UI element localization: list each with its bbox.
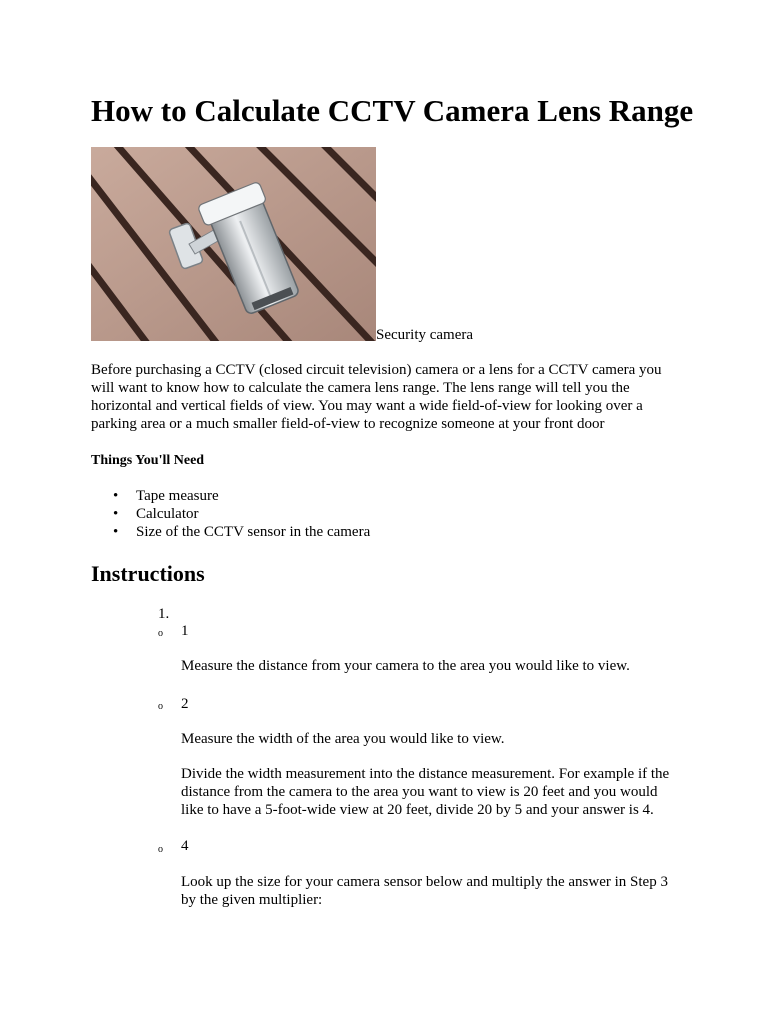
sub-list-marker: o bbox=[158, 844, 163, 855]
list-item-label: Size of the CCTV sensor in the camera bbox=[136, 524, 371, 540]
step-text: Divide the width measurement into the distance measurement. For example if the distance from the camera to the area you want to view is 20 feet and you would like to have a 5-foot-wide view at 20 feet, divide 20 by 5 and your answer is 4. bbox=[181, 766, 670, 818]
bullet-icon: • bbox=[113, 524, 119, 540]
security-camera-image bbox=[91, 147, 376, 341]
step-text: Look up the size for your camera sensor below and multiply the answer in Step 3 by the given multiplier: bbox=[181, 874, 668, 908]
bullet-icon: • bbox=[113, 488, 119, 504]
intro-paragraph: Before purchasing a CCTV (closed circuit television) camera or a lens for a CCTV camera you will want to know how to calculate the camera lens range. The lens range will tell you the horizontal and vertical fields of view. You may want a wide field-of-view for looking over a parking area or a much smaller field-of-view to recognize someone at your front door bbox=[91, 362, 662, 432]
ordered-list-number: 1. bbox=[158, 606, 170, 622]
page-title: How to Calculate CCTV Camera Lens Range bbox=[91, 93, 694, 128]
list-item bbox=[91, 523, 370, 541]
list-item-label: Tape measure bbox=[136, 488, 219, 504]
list-item bbox=[91, 505, 370, 523]
sub-list-marker: o bbox=[158, 628, 163, 639]
list-item bbox=[91, 487, 370, 505]
step-number: 1 bbox=[181, 623, 189, 639]
step-number: 4 bbox=[181, 838, 189, 854]
photo-row bbox=[91, 147, 691, 343]
things-needed-list bbox=[91, 487, 370, 541]
step-text: Measure the distance from your camera to the area you would like to view. bbox=[181, 658, 630, 674]
instructions-heading: Instructions bbox=[91, 561, 205, 586]
step-text: Measure the width of the area you would like to view. bbox=[181, 731, 505, 747]
bullet-icon: • bbox=[113, 506, 119, 522]
sub-list-marker: o bbox=[158, 701, 163, 712]
list-item-label: Calculator bbox=[136, 506, 199, 522]
photo-caption: Security camera bbox=[376, 327, 474, 343]
security-camera-photo bbox=[91, 147, 376, 341]
things-needed-heading: Things You'll Need bbox=[91, 453, 205, 468]
step-number: 2 bbox=[181, 696, 189, 712]
